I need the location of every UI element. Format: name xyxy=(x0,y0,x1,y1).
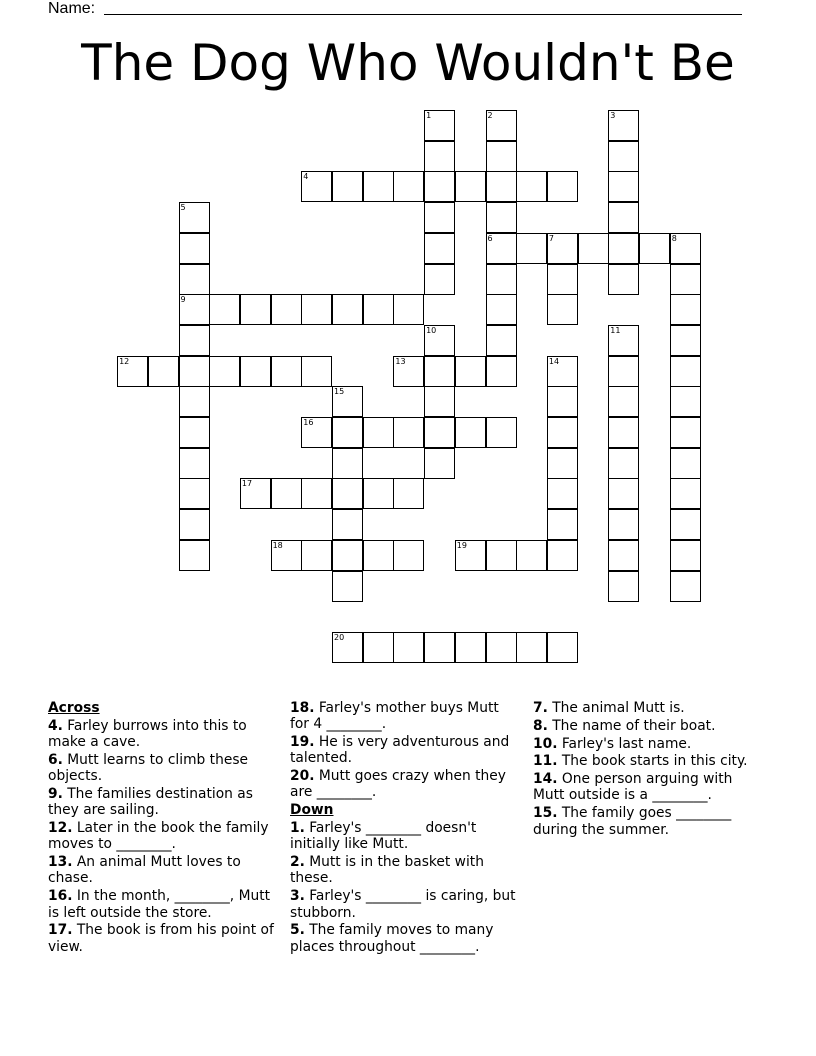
grid-cell[interactable] xyxy=(424,202,455,233)
clue-item xyxy=(48,854,274,887)
clue-item xyxy=(48,820,274,853)
grid-cell[interactable] xyxy=(608,202,639,233)
grid-cell[interactable] xyxy=(424,264,455,295)
grid-cell[interactable] xyxy=(363,540,394,571)
grid-cell[interactable] xyxy=(670,540,701,571)
clue-item-number: 20. xyxy=(290,768,315,785)
grid-cell[interactable] xyxy=(179,233,210,264)
grid-cell[interactable] xyxy=(117,356,148,387)
grid-cell[interactable] xyxy=(670,325,701,356)
grid-cell[interactable] xyxy=(393,540,424,571)
grid-cell[interactable] xyxy=(271,294,302,325)
grid-cell[interactable] xyxy=(547,632,578,663)
grid-cell[interactable] xyxy=(670,294,701,325)
clue-item-text: Farley's ________ is caring, but stubborn. xyxy=(290,888,516,921)
grid-cell[interactable] xyxy=(486,294,517,325)
clue-number: 14 xyxy=(548,356,560,366)
grid-cell[interactable] xyxy=(179,417,210,448)
clue-item-number: 14. xyxy=(533,771,558,788)
clue-item xyxy=(48,752,274,785)
grid-cell[interactable] xyxy=(455,540,486,571)
grid-cell[interactable] xyxy=(486,264,517,295)
grid-cell[interactable] xyxy=(670,478,701,509)
grid-cell[interactable] xyxy=(670,386,701,417)
grid-cell[interactable] xyxy=(608,233,639,264)
grid-cell[interactable] xyxy=(179,386,210,417)
grid-cell[interactable] xyxy=(363,478,394,509)
clue-item xyxy=(290,854,522,887)
clue-item xyxy=(290,820,522,853)
grid-cell[interactable] xyxy=(547,356,578,387)
grid-cell[interactable] xyxy=(271,356,302,387)
clue-number: 5 xyxy=(180,203,186,213)
grid-cell[interactable] xyxy=(301,417,332,448)
grid-cell[interactable] xyxy=(608,356,639,387)
clue-item-text: Mutt is in the basket with these. xyxy=(290,854,484,887)
grid-cell[interactable] xyxy=(608,141,639,172)
grid-cell[interactable] xyxy=(179,294,210,325)
clue-item-text: The families destination as they are sailing. xyxy=(48,785,253,819)
clue-item-text: The family goes ________ during the summer. xyxy=(533,805,732,838)
grid-cell[interactable] xyxy=(332,478,363,509)
clue-number: 19 xyxy=(456,540,467,550)
clue-item xyxy=(533,736,763,752)
grid-cell[interactable] xyxy=(486,202,517,233)
grid-cell[interactable] xyxy=(393,478,424,509)
clue-item-number: 11. xyxy=(533,753,558,770)
clue-item xyxy=(48,888,274,921)
grid-cell[interactable] xyxy=(240,356,271,387)
clue-item-number: 10. xyxy=(533,735,558,752)
clue-item-number: 15. xyxy=(533,805,558,822)
clue-item xyxy=(48,718,274,751)
grid-cell[interactable] xyxy=(363,171,394,202)
clue-item-text: Mutt learns to climb these objects. xyxy=(48,751,248,785)
grid-cell[interactable] xyxy=(424,448,455,479)
clue-item-number: 1. xyxy=(290,820,305,837)
clue-item-text: Mutt goes crazy when they are ________. xyxy=(290,768,506,801)
clue-item xyxy=(533,718,763,734)
clue-item-text: Farley's last name. xyxy=(557,735,692,752)
grid-cell[interactable] xyxy=(393,417,424,448)
clue-number: 13 xyxy=(395,356,406,366)
clue-number: 15 xyxy=(334,387,345,397)
grid-cell[interactable] xyxy=(486,110,517,141)
clue-section-heading: Across xyxy=(48,700,100,716)
clue-section-heading: Down xyxy=(290,802,334,819)
grid-cell[interactable] xyxy=(547,233,578,264)
clue-item-number: 4. xyxy=(48,717,63,734)
grid-cell[interactable] xyxy=(670,509,701,540)
grid-cell[interactable] xyxy=(179,356,210,387)
clue-item xyxy=(533,753,763,769)
clue-item xyxy=(533,771,763,804)
clue-item-number: 19. xyxy=(290,734,315,751)
grid-cell[interactable] xyxy=(393,356,424,387)
clue-item xyxy=(533,700,763,716)
grid-cell[interactable] xyxy=(332,448,363,479)
grid-cell[interactable] xyxy=(670,571,701,602)
grid-cell[interactable] xyxy=(486,540,517,571)
grid-cell[interactable] xyxy=(424,386,455,417)
clue-number: 8 xyxy=(671,233,677,243)
clue-item xyxy=(290,768,522,801)
grid-cell[interactable] xyxy=(332,386,363,417)
grid-cell[interactable] xyxy=(547,509,578,540)
grid-cell[interactable] xyxy=(363,632,394,663)
grid-cell[interactable] xyxy=(363,417,394,448)
grid-cell[interactable] xyxy=(332,171,363,202)
clue-column-3 xyxy=(533,700,763,839)
grid-cell[interactable] xyxy=(424,325,455,356)
grid-cell[interactable] xyxy=(393,171,424,202)
grid-cell[interactable] xyxy=(547,540,578,571)
name-label: Name: xyxy=(48,0,96,17)
clue-item xyxy=(290,734,522,767)
clue-item xyxy=(290,700,522,733)
page-title: The Dog Who Wouldn't Be xyxy=(81,34,735,92)
clue-item-text: Farley's ________ doesn't initially like Mutt. xyxy=(290,820,477,853)
clue-item-number: 7. xyxy=(533,700,548,716)
clue-item-number: 2. xyxy=(290,854,305,871)
grid-cell[interactable] xyxy=(608,264,639,295)
grid-cell[interactable] xyxy=(486,171,517,202)
grid-cell[interactable] xyxy=(301,294,332,325)
grid-cell[interactable] xyxy=(486,325,517,356)
clue-number: 1 xyxy=(426,111,432,120)
grid-cell[interactable] xyxy=(516,233,547,264)
grid-cell[interactable] xyxy=(332,294,363,325)
grid-cell[interactable] xyxy=(639,233,670,264)
grid-cell[interactable] xyxy=(332,540,363,571)
clue-item-text: One person arguing with Mutt outside is a ________. xyxy=(533,771,733,804)
grid-cell[interactable] xyxy=(179,509,210,540)
grid-cell[interactable] xyxy=(670,233,701,264)
grid-cell[interactable] xyxy=(608,386,639,417)
clue-column-1 xyxy=(48,700,274,956)
clue-item-number: 8. xyxy=(533,717,548,734)
grid-cell[interactable] xyxy=(301,171,332,202)
clue-number: 3 xyxy=(610,111,616,120)
grid-cell[interactable] xyxy=(670,448,701,479)
grid-cell[interactable] xyxy=(455,356,486,387)
grid-cell[interactable] xyxy=(179,202,210,233)
grid-cell[interactable] xyxy=(240,294,271,325)
clue-number: 20 xyxy=(334,632,345,642)
clue-number: 10 xyxy=(426,325,437,335)
grid-cell[interactable] xyxy=(547,171,578,202)
clue-item-number: 12. xyxy=(48,820,73,837)
grid-cell[interactable] xyxy=(516,632,547,663)
clue-item-text: Farley burrows into this to make a cave. xyxy=(48,717,247,751)
grid-cell[interactable] xyxy=(332,571,363,602)
grid-cell[interactable] xyxy=(209,294,240,325)
clue-number: 9 xyxy=(180,295,186,305)
grid-cell[interactable] xyxy=(608,448,639,479)
grid-cell[interactable] xyxy=(670,264,701,295)
clue-item-text: The book is from his point of view. xyxy=(48,922,274,955)
clue-number: 7 xyxy=(548,233,554,243)
grid-cell[interactable] xyxy=(179,478,210,509)
grid-cell[interactable] xyxy=(393,294,424,325)
clue-item-text: An animal Mutt loves to chase. xyxy=(48,854,241,887)
grid-cell[interactable] xyxy=(301,540,332,571)
grid-cell[interactable] xyxy=(608,417,639,448)
clue-number: 4 xyxy=(303,172,309,182)
clue-item-number: 17. xyxy=(48,922,73,939)
clue-item xyxy=(290,888,522,921)
clue-item-number: 13. xyxy=(48,854,73,871)
grid-cell[interactable] xyxy=(608,540,639,571)
grid-cell[interactable] xyxy=(424,233,455,264)
clue-item-number: 3. xyxy=(290,888,305,905)
clue-item-number: 9. xyxy=(48,785,63,802)
grid-cell[interactable] xyxy=(240,478,271,509)
grid-cell[interactable] xyxy=(301,356,332,387)
clue-item-number: 18. xyxy=(290,700,315,716)
clue-number: 16 xyxy=(303,418,314,427)
grid-cell[interactable] xyxy=(455,171,486,202)
clue-number: 2 xyxy=(487,111,493,120)
grid-cell[interactable] xyxy=(209,356,240,387)
grid-cell[interactable] xyxy=(271,540,302,571)
grid-cell[interactable] xyxy=(486,417,517,448)
grid-cell[interactable] xyxy=(516,540,547,571)
grid-cell[interactable] xyxy=(455,632,486,663)
grid-cell[interactable] xyxy=(271,478,302,509)
clue-item xyxy=(48,786,274,819)
clue-item-number: 5. xyxy=(290,922,305,939)
grid-cell[interactable] xyxy=(547,264,578,295)
clue-number: 6 xyxy=(487,233,493,243)
grid-cell[interactable] xyxy=(608,171,639,202)
grid-cell[interactable] xyxy=(486,632,517,663)
grid-cell[interactable] xyxy=(332,632,363,663)
grid-cell[interactable] xyxy=(608,509,639,540)
grid-cell[interactable] xyxy=(424,632,455,663)
grid-cell[interactable] xyxy=(608,110,639,141)
clue-item-text: The name of their boat. xyxy=(547,717,716,734)
clue-item xyxy=(290,922,522,955)
grid-cell[interactable] xyxy=(547,417,578,448)
clue-item-number: 16. xyxy=(48,888,73,905)
grid-cell[interactable] xyxy=(608,571,639,602)
clue-item-text: Farley's mother buys Mutt for 4 ________. xyxy=(290,700,499,733)
grid-cell[interactable] xyxy=(332,509,363,540)
clue-item-text: Later in the book the family moves to ________. xyxy=(48,820,269,853)
grid-cell[interactable] xyxy=(547,448,578,479)
grid-cell[interactable] xyxy=(393,632,424,663)
grid-cell[interactable] xyxy=(608,478,639,509)
clue-item xyxy=(533,805,763,838)
clue-number: 18 xyxy=(272,540,283,550)
clue-number: 17 xyxy=(241,479,253,489)
grid-cell[interactable] xyxy=(516,171,547,202)
grid-cell[interactable] xyxy=(424,356,455,387)
grid-cell[interactable] xyxy=(424,171,455,202)
grid-cell[interactable] xyxy=(179,264,210,295)
clue-item-text: The family moves to many places throughout ________. xyxy=(290,922,494,955)
grid-cell[interactable] xyxy=(670,356,701,387)
grid-cell[interactable] xyxy=(179,540,210,571)
grid-cell[interactable] xyxy=(578,233,609,264)
grid-cell[interactable] xyxy=(486,356,517,387)
grid-cell[interactable] xyxy=(608,325,639,356)
grid-cell[interactable] xyxy=(301,478,332,509)
grid-cell[interactable] xyxy=(670,417,701,448)
clue-item xyxy=(48,922,274,955)
grid-cell[interactable] xyxy=(424,141,455,172)
grid-cell[interactable] xyxy=(547,294,578,325)
grid-cell[interactable] xyxy=(424,110,455,141)
grid-cell[interactable] xyxy=(179,325,210,356)
clue-number: 11 xyxy=(610,325,621,335)
grid-cell[interactable] xyxy=(547,478,578,509)
grid-cell[interactable] xyxy=(363,294,394,325)
grid-cell[interactable] xyxy=(424,417,455,448)
clue-item-text: The book starts in this city. xyxy=(557,753,748,770)
grid-cell[interactable] xyxy=(547,386,578,417)
clue-number: 12 xyxy=(119,356,130,366)
clue-item-text: The animal Mutt is. xyxy=(547,700,685,716)
grid-cell[interactable] xyxy=(179,448,210,479)
clue-item-text: In the month, ________, Mutt is left outside the store. xyxy=(48,888,271,921)
clue-item-number: 6. xyxy=(48,751,63,768)
grid-cell[interactable] xyxy=(148,356,179,387)
clue-item-text: He is very adventurous and talented. xyxy=(290,734,510,767)
grid-cell[interactable] xyxy=(486,141,517,172)
grid-cell[interactable] xyxy=(332,417,363,448)
clue-column-2 xyxy=(290,700,522,956)
grid-cell[interactable] xyxy=(486,233,517,264)
grid-cell[interactable] xyxy=(455,417,486,448)
